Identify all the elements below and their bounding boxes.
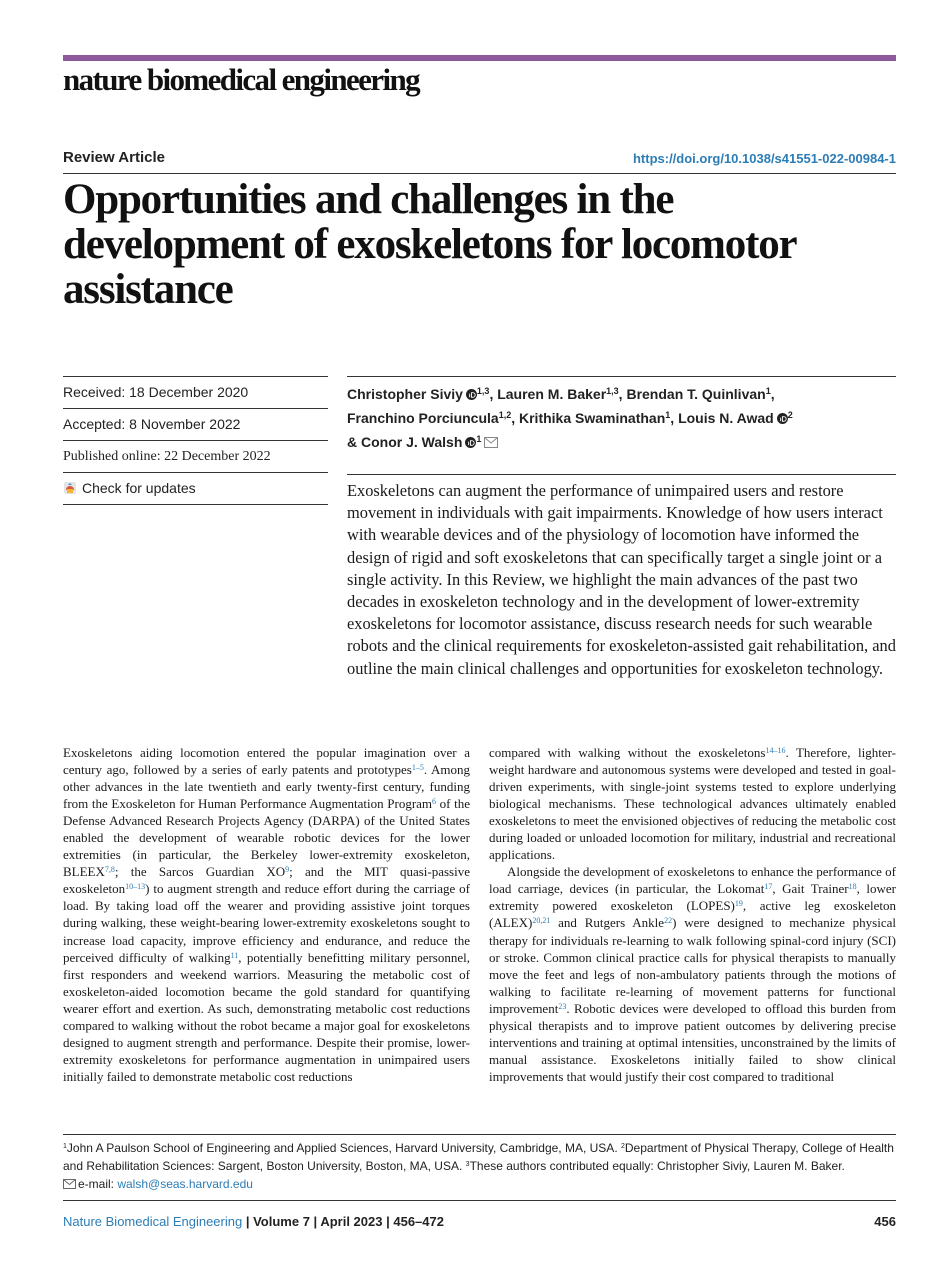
author-name: Krithika Swaminathan$^1$,: [519, 410, 679, 426]
body-paragraph: compared with walking without the exoskeletons$^{14-16}$. Therefore, lighter-weight hardware and autonomous systems were developed and tested in goal-driven experiments, with single-joint systems tested to explore underlying biological mechanisms. These technological advances ultimately enabled exoskeletons to meet the envisioned objectives of reducing the metabolic cost during loaded or unloaded locomotion for military, industrial and recreational applications.: [489, 745, 896, 863]
footnote-rule: [63, 1134, 896, 1135]
author-name: Christopher Siviy $^{1,3}$,: [347, 386, 498, 402]
citation-ref[interactable]: 6: [432, 797, 437, 807]
body-paragraph: Alongside the development of exoskeletons to enhance the performance of load carriage, devices (in particular, the Lokomat$^{17}$, Gait Trainer$^{18}$, lower extremity powered exoskeleton (LOPES)$^{19}$, active leg exoskeleton (ALEX)$^{20,21}$ and Rutgers Ankle$^{22}$) were designed to mechanize physical therapy for individuals re-learning to walk following spinal-cord injury (SCI) or stroke. Common clinical practice calls for physical therapists to manually move the feet and legs of non-ambulatory patients through the motions of walking to facilitate re-learning of movement patterns for functional improvement$^{23}$. Robotic devices were developed to offload this burden from physical therapists and to improve patient outcomes by delivering precise interventions and training at optimal intensities, unconstrained by the limits of manual assistance. Exoskeletons initially failed to show clinical improvements that would justify their cost compared to traditional: [489, 864, 897, 1084]
body-column-right: [489, 744, 896, 1085]
check-for-updates[interactable]: [63, 472, 328, 505]
citation-ref[interactable]: 11: [230, 950, 239, 960]
envelope-icon: [63, 1179, 76, 1189]
citation-ref[interactable]: 19: [734, 899, 743, 909]
author-affiliation-ref: 1: [665, 410, 671, 420]
email-label: e-mail:: [78, 1177, 118, 1191]
author-affiliation-ref: 2: [787, 410, 793, 420]
author-list: [347, 381, 896, 453]
body-column-left: [63, 744, 470, 1085]
author-name: Brendan T. Quinlivan$^1$,: [626, 386, 775, 402]
body-paragraph: Exoskeletons aiding locomotion entered the popular imagination over a century ago, followed by a series of early patents and prototypes$^{1-5}$. Among other advances in the late twentieth and early twenty-first century, funding from the Exoskeleton for Human Performance Augmentation Program$^6$ of the Defense Advanced Research Projects Agency (DARPA) of the United States enabled the development of wearable robotic devices for the lower extremities (in particular, the Berkeley lower-extremity exoskeleton, BLEEX$^{7,8}$; the Sarcos Guardian $XO^9$; and the MIT quasi-passive exoskeleton$^{10-13}$) to augment strength and reduce effort during the carriage of load. By taking load off the wearer and providing assistive joint torques during walking, these weight-bearing lower-extremity exoskeletons sought to increase load capacity, improve efficiency and endurance, and reduce the perceived difficulty of walking$^{11}$, potentially benefitting military personnel, first responders and weekend warriors. Measuring the metabolic cost of exoskeleton-aided locomotion became the gold standard for quantifying wearer effort and exertion. As such, demonstrating metabolic cost reductions compared to walking without the robot became a major goal for exoskeletons designed to augment strength and performance. Despite their promise, lower-extremity exoskeletons for performance augmentation in unimpaired users initially failed to demonstrate metabolic cost reductions: [63, 745, 471, 1084]
author-name: Louis N. Awad $^2$: [678, 410, 793, 426]
journal-color-bar: [63, 55, 896, 61]
footer-pages: 456–472: [393, 1214, 444, 1229]
author-affiliation-ref: 1,3: [606, 386, 619, 396]
affiliations: $^1$John A Paulson School of Engineering and Applied Sciences, Harvard University, Cambridge, MA, USA. $^2$Department of Physical Therapy, College of Health and Rehabilitation Sciences: Sargent, Boston University, Boston, MA, USA. $^3$These authors contributed equally: Christopher Siviy, Lauren M. Baker. e-mail: walsh@seas.harvard.edu: [63, 1141, 894, 1191]
abstract: Exoskeletons can augment the performance of unimpaired users and restore movement in individuals with gait impairments. Knowledge of how users interact with wearable devices and of the physiology of locomotion have informed the design of rigid and soft exoskeletons that can specifically target a single joint or a single activity. In this Review, we highlight the main advances of the past two decades in exoskeleton technology and in the development of lower-extremity exoskeletons for locomotor assistance, discuss research needs for such wearable robots and the clinical requirements for exoskeleton-assisted gait rehabilitation, and outline the main clinical challenges and opportunities for exoskeleton technology.: [347, 481, 896, 678]
orcid-icon[interactable]: [466, 389, 477, 400]
check-for-updates-icon: [63, 481, 77, 495]
footer-journal-name[interactable]: Nature Biomedical Engineering: [63, 1214, 243, 1229]
footer-volume: Volume 7: [253, 1214, 310, 1229]
abstract-rule: [347, 474, 896, 475]
citation-ref[interactable]: 18: [848, 882, 857, 892]
email-link[interactable]: walsh@seas.harvard.edu: [117, 1177, 253, 1191]
article-type: Review Article: [63, 149, 165, 166]
page-footer: Nature Biomedical Engineering | Volume 7 | April 2023 | 456–472: [63, 1214, 444, 1229]
citation-ref[interactable]: 1–5: [411, 763, 424, 773]
doi-link[interactable]: https://doi.org/10.1038/s41551-022-00984-1: [632, 151, 896, 166]
authors-rule: [347, 376, 896, 377]
page-number: 456: [874, 1214, 896, 1229]
author-affiliation-ref: 1: [476, 434, 482, 444]
citation-ref[interactable]: 23: [558, 1001, 567, 1011]
envelope-icon[interactable]: [484, 437, 498, 448]
citation-ref[interactable]: 14–16: [765, 746, 786, 755]
affiliation-2: Department of Physical Therapy, College of Health and Rehabilitation Sciences: Sargent, Boston University, Boston, MA, USA.: [63, 1141, 894, 1173]
citation-ref[interactable]: 10–13: [125, 882, 146, 892]
journal-title: nature biomedical engineering: [63, 62, 420, 97]
accepted-date: Accepted: 8 November 2022: [63, 408, 328, 440]
author-name: Franchino Porciuncula$^{1,2}$,: [347, 410, 519, 426]
author-name: Lauren M. Baker$^{1,3}$,: [497, 386, 627, 402]
article-dates: [63, 376, 328, 505]
author-affiliation-ref: 1,2: [498, 410, 512, 420]
footer-rule: [63, 1200, 896, 1201]
published-date: Published online: 22 December 2022: [63, 440, 328, 472]
article-title: Opportunities and challenges in the development of exoskeletons for locomotor assistance: [63, 176, 796, 313]
author-name: & Conor J. Walsh $^1$: [347, 434, 498, 450]
affiliation-1: John A Paulson School of Engineering and Applied Sciences, Harvard University, Cambridge, MA, USA.: [66, 1141, 621, 1155]
citation-ref[interactable]: 7,8: [104, 865, 115, 875]
author-affiliation-ref: 1,3: [476, 386, 490, 396]
orcid-icon[interactable]: [465, 437, 476, 448]
header-rule: [63, 173, 896, 174]
equal-contribution-note: These authors contributed equally: Christopher Siviy, Lauren M. Baker.: [469, 1159, 845, 1173]
footer-issue: April 2023: [320, 1214, 383, 1229]
check-for-updates-label: Check for updates: [82, 480, 196, 496]
citation-ref[interactable]: 9: [285, 865, 290, 875]
author-affiliation-ref: 1: [765, 386, 771, 396]
citation-ref[interactable]: 17: [764, 882, 773, 892]
received-date: Received: 18 December 2020: [63, 376, 328, 408]
citation-ref[interactable]: 20,21: [532, 916, 551, 926]
orcid-icon[interactable]: [777, 413, 788, 424]
citation-ref[interactable]: 22: [664, 916, 673, 926]
